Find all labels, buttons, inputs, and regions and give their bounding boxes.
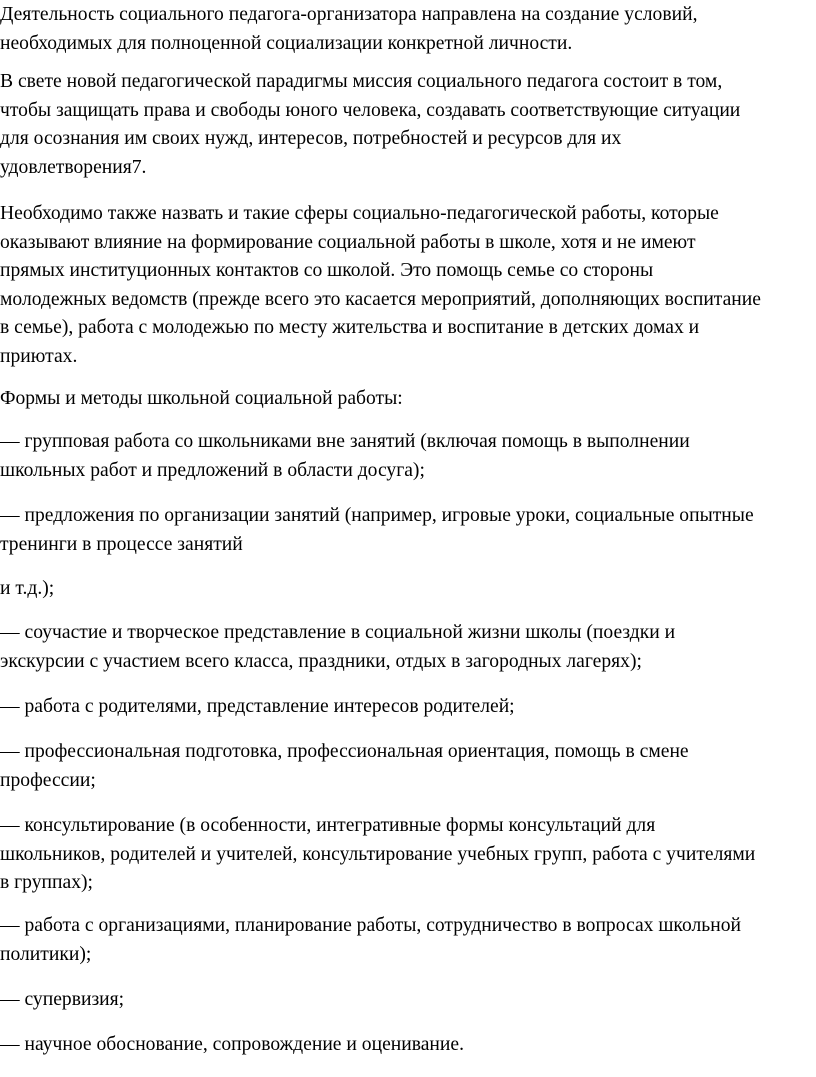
text-line: в группах); xyxy=(0,872,93,893)
text-line: — научное обоснование, сопровождение и оценивание. xyxy=(0,1034,464,1055)
text-line: школьников, родителей и учителей, консультирование учебных групп, работа с учителями xyxy=(0,843,756,865)
text-line: — консультирование (в особенности, интегративные формы консультаций для xyxy=(0,815,656,836)
list-item-continuation xyxy=(0,575,54,604)
paragraph-4 xyxy=(0,385,403,414)
list-item xyxy=(0,912,741,969)
text-line: — соучастие и творческое представление в социальной жизни школы (поездки и xyxy=(0,622,676,643)
text-line: необходимых для полноценной социализации конкретной личности. xyxy=(0,32,573,54)
list-item xyxy=(0,1031,464,1060)
text-line: — работа с родителями, представление интересов родителей; xyxy=(0,696,515,717)
text-line: политики); xyxy=(0,943,92,965)
text-line: прямых институционных контактов со школой. Это помощь семье со стороны xyxy=(0,260,654,281)
text-line: школьных работ и предложений в области досуга); xyxy=(0,459,425,481)
text-line: оказывают влияние на формирование социальной работы в школе, хотя и не имеют xyxy=(0,231,696,253)
text-line: — работа с организациями, планирование работы, сотрудничество в вопросах школьной xyxy=(0,915,741,936)
text-line: профессии; xyxy=(0,769,96,791)
text-line: В свете новой педагогической парадигмы миссия социального педагога состоит в том, xyxy=(0,71,723,92)
list-item xyxy=(0,619,675,676)
list-item xyxy=(0,502,754,559)
text-line: приютах. xyxy=(0,345,78,367)
text-line: молодежных ведомств (прежде всего это касается мероприятий, дополняющих воспитание xyxy=(0,288,761,310)
list-item xyxy=(0,693,515,722)
text-line: — предложения по организации занятий (например, игровые уроки, социальные опытные xyxy=(0,505,754,526)
text-line: экскурсии с участием всего класса, праздники, отдых в загородных лагерях); xyxy=(0,650,642,672)
paragraph-3 xyxy=(0,200,761,371)
text-line: — профессиональная подготовка, профессиональная ориентация, помощь в смене xyxy=(0,741,689,762)
text-line: — групповая работа со школьниками вне занятий (включая помощь в выполнении xyxy=(0,431,690,452)
paragraph-2 xyxy=(0,68,740,182)
text-line: тренинги в процессе занятий xyxy=(0,533,243,555)
list-item xyxy=(0,738,689,795)
text-line: — супервизия; xyxy=(0,989,125,1010)
paragraph-1 xyxy=(0,1,697,58)
list-item xyxy=(0,986,124,1015)
list-item xyxy=(0,812,755,898)
text-line: чтобы защищать права и свободы юного человека, создавать соответствующие ситуации xyxy=(0,99,741,121)
list-item xyxy=(0,428,690,485)
text-line: Деятельность социального педагога-организатора направлена на создание условий, xyxy=(0,4,698,25)
text-line: удовлетворения7. xyxy=(0,156,147,178)
text-line: в семье), работа с молодежью по месту жительства и воспитание в детских домах и xyxy=(0,317,700,338)
text-line: Формы и методы школьной социальной работы: xyxy=(0,388,403,409)
text-line: для осознания им своих нужд, интересов, потребностей и ресурсов для их xyxy=(0,128,622,149)
text-line: Необходимо также назвать и такие сферы социально-педагогической работы, которые xyxy=(0,203,719,224)
text-line: и т.д.); xyxy=(0,578,55,599)
